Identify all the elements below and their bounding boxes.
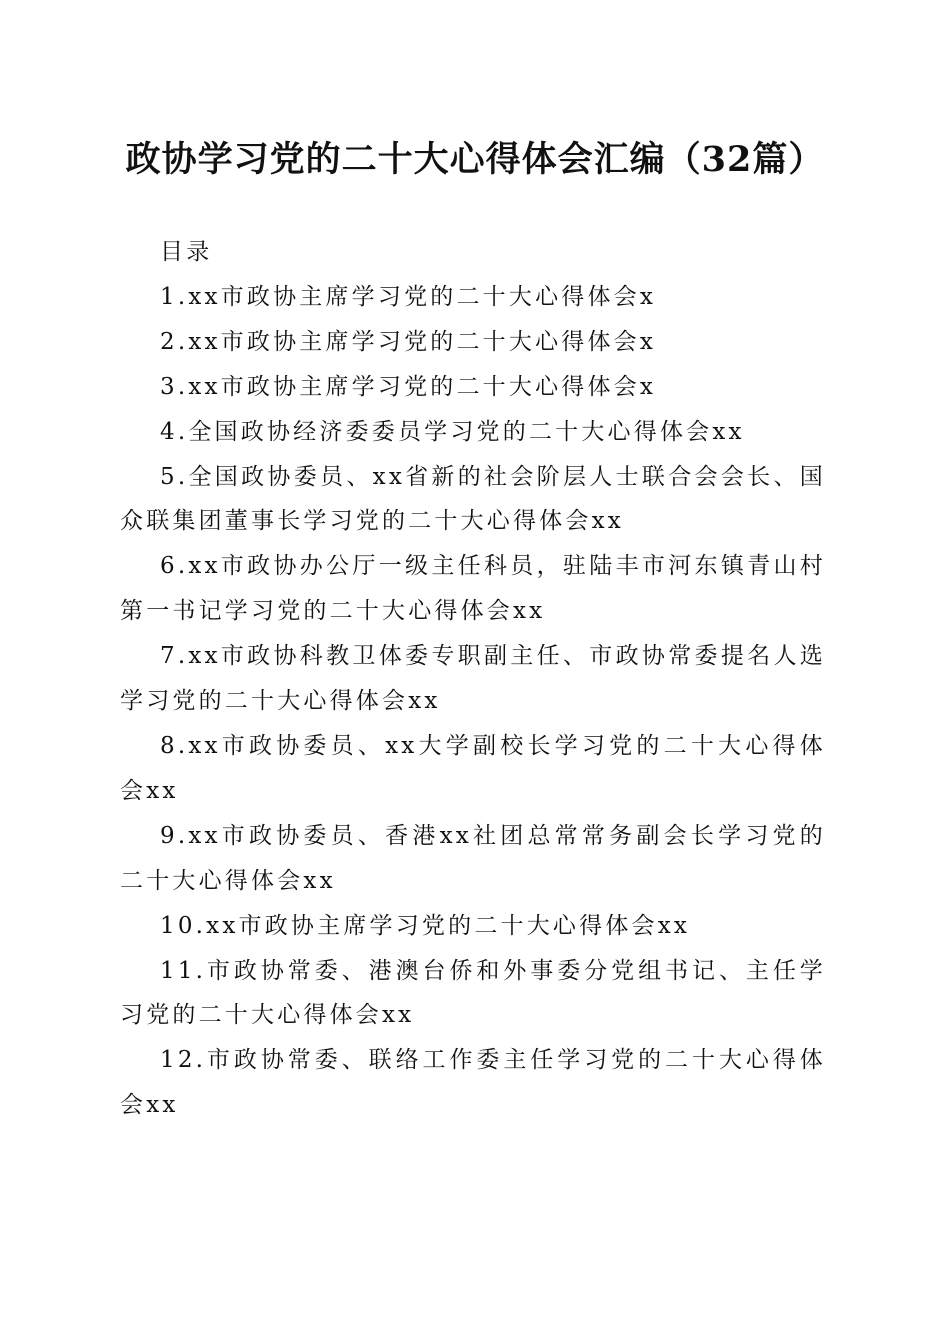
toc-item: 3.xx市政协主席学习党的二十大心得体会x — [160, 373, 657, 400]
toc-item: 11.市政协常委、港澳台侨和外事委分党组书记、主任学习党的二十大心得体会xx — [120, 957, 826, 1029]
toc-item: 8.xx市政协委员、xx大学副校长学习党的二十大心得体会xx — [120, 732, 826, 804]
toc-item: 2.xx市政协主席学习党的二十大心得体会x — [160, 328, 657, 355]
document-title: 政协学习党的二十大心得体会汇编（32篇） — [125, 139, 825, 180]
toc-item: 4.全国政协经济委委员学习党的二十大心得体会xx — [160, 418, 745, 445]
toc-item: 7.xx市政协科教卫体委专职副主任、市政协常委提名人选学习党的二十大心得体会xx — [120, 643, 826, 715]
toc-item: 6.xx市政协办公厅一级主任科员，驻陆丰市河东镇青山村第一书记学习党的二十大心得体会xx — [120, 553, 826, 625]
toc-item: 1.xx市政协主席学习党的二十大心得体会x — [160, 283, 657, 310]
toc-heading: 目录 — [160, 239, 213, 265]
toc-item: 9.xx市政协委员、香港xx社团总常常务副会长学习党的二十大心得体会xx — [120, 822, 826, 894]
toc-item: 5.全国政协委员、xx省新的社会阶层人士联合会会长、国众联集团董事长学习党的二十大心得体会xx — [120, 463, 826, 535]
toc-item: 10.xx市政协主席学习党的二十大心得体会xx — [160, 912, 691, 939]
table-of-contents — [120, 230, 826, 1128]
toc-item: 12.市政协常委、联络工作委主任学习党的二十大心得体会xx — [120, 1047, 826, 1119]
